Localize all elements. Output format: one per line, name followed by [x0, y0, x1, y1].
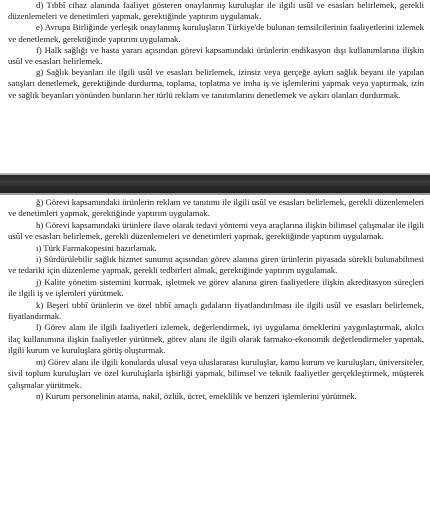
- paragraph-d: d) Tıbbî cihaz alanında faaliyet gösteren onaylanmış kuruluşlar ile ilgili usûl ve esasları belirlemek, gerekli düzenlemeleri ve denetimleri yapmak, gerektiğinde yaptırım uygulamak.: [8, 0, 424, 22]
- paragraph-f: f) Halk sağlığı ve hasta yararı açısından görevi kapsamındaki ürünlerin endikasyon dışı kullanımlarına ilişkin usûl ve esasları belirlemek.: [8, 44, 424, 67]
- paragraph-m: m) Görev alanı ile ilgili konularda ulusal veya uluslararası kuruluşlar, kamu kurum ve kuruluşları, üniversiteler, sivil toplum kuruluşları ve özel kuruluşlarla işbirliği yapmak, bilimsel ve teknik faaliyetler gerçekleştirmek, müşterek çalışmalar yürütmek.: [8, 356, 424, 390]
- paragraph-e: e) Avrupa Birliğinde yerleşik onaylanmış kuruluşların Türkiye'de bulunan temsilcilerinin faaliyetlerini izlemek ve denetlemek, gerektiğinde yaptırım uygulamak.: [8, 22, 424, 44]
- paragraph-k: k) Beşeri tıbbî ürünlerin ve özel tıbbî amaçlı gıdaların fiyatlandırılması ile ilgili usûl ve esasları belirlemek, fiyatlandırmak.: [8, 299, 424, 322]
- paragraph-i: i) Sürdürülebilir sağlık hizmet sunumu açısından görev alanına giren ürünlerin piyasada sürekli bulunabilmesi ve tedariki için düzenleme yapmak, gerekli tedbirleri almak, gerektiğinde yaptırım uygulamak.: [8, 254, 424, 276]
- page-break-divider: [0, 175, 430, 193]
- paragraph-j: j) Kalite yönetim sistemini kurmak, işletmek ve görev alanına giren faaliyetlere ilişkin akreditasyon süreçleri ile ilgili iş ve işlemleri yürütmek.: [8, 276, 424, 299]
- paragraph-n: n) Kurum personelinin atama, nakil, özlük, ücret, emeklilik ve benzeri işlemlerini yürütmek.: [36, 390, 357, 401]
- paragraph-g: g) Sağlık beyanları ile ilgili usûl ve esasları belirlemek, izinsiz veya gerçeğe aykırı sağlık beyanı ile yapılan satışları denetlemek, gerektiğinde durdurma, toplama, toplatma ve imha iş ve işlemlerini yapmak veya yaptırmak, izin ve sağlık beyanları yönünden bunların her türlü reklam ve tanıtımlarını denetlemek ve aykırı olanları durdurmak.: [8, 67, 424, 100]
- paragraph-h: h) Görevi kapsamındaki ürünlere ilave olarak tedavi yöntemi veya araçlarına ilişkin bilimsel çalışmalar ile ilgili usûl ve esasları belirlemek, gerekli düzenlemeleri ve denetimleri yapmak, gerektiğinde yaptırım uygulamak.: [8, 219, 424, 242]
- paragraph-dotless-i: ı) Türk Farmakopesini hazırlamak.: [36, 242, 157, 253]
- lower-document-page: [0, 197, 430, 526]
- paragraph-g-breve: ğ) Görevi kapsamındaki ürünlerin reklam ve tanıtımı ile ilgili usûl ve esasları belirlemek, gerekli düzenlemeleri ve denetimleri yapmak, gerektiğinde yaptırım uygulamak.: [8, 197, 424, 219]
- paragraph-l: l) Görev alanı ile ilgili faaliyetleri izlemek, değerlendirmek, iyi uygulama örneklerini yaygınlaştırmak, akılcı ilaç kullanımına ilişkin faaliyetler yürütmek, görev alanı ile ilgili olarak farmako-ekonomik değerlendirmeler yapmak, ilgili kurum ve kuruluşlara görüş oluşturmak.: [8, 322, 424, 356]
- upper-document-page: [0, 0, 430, 172]
